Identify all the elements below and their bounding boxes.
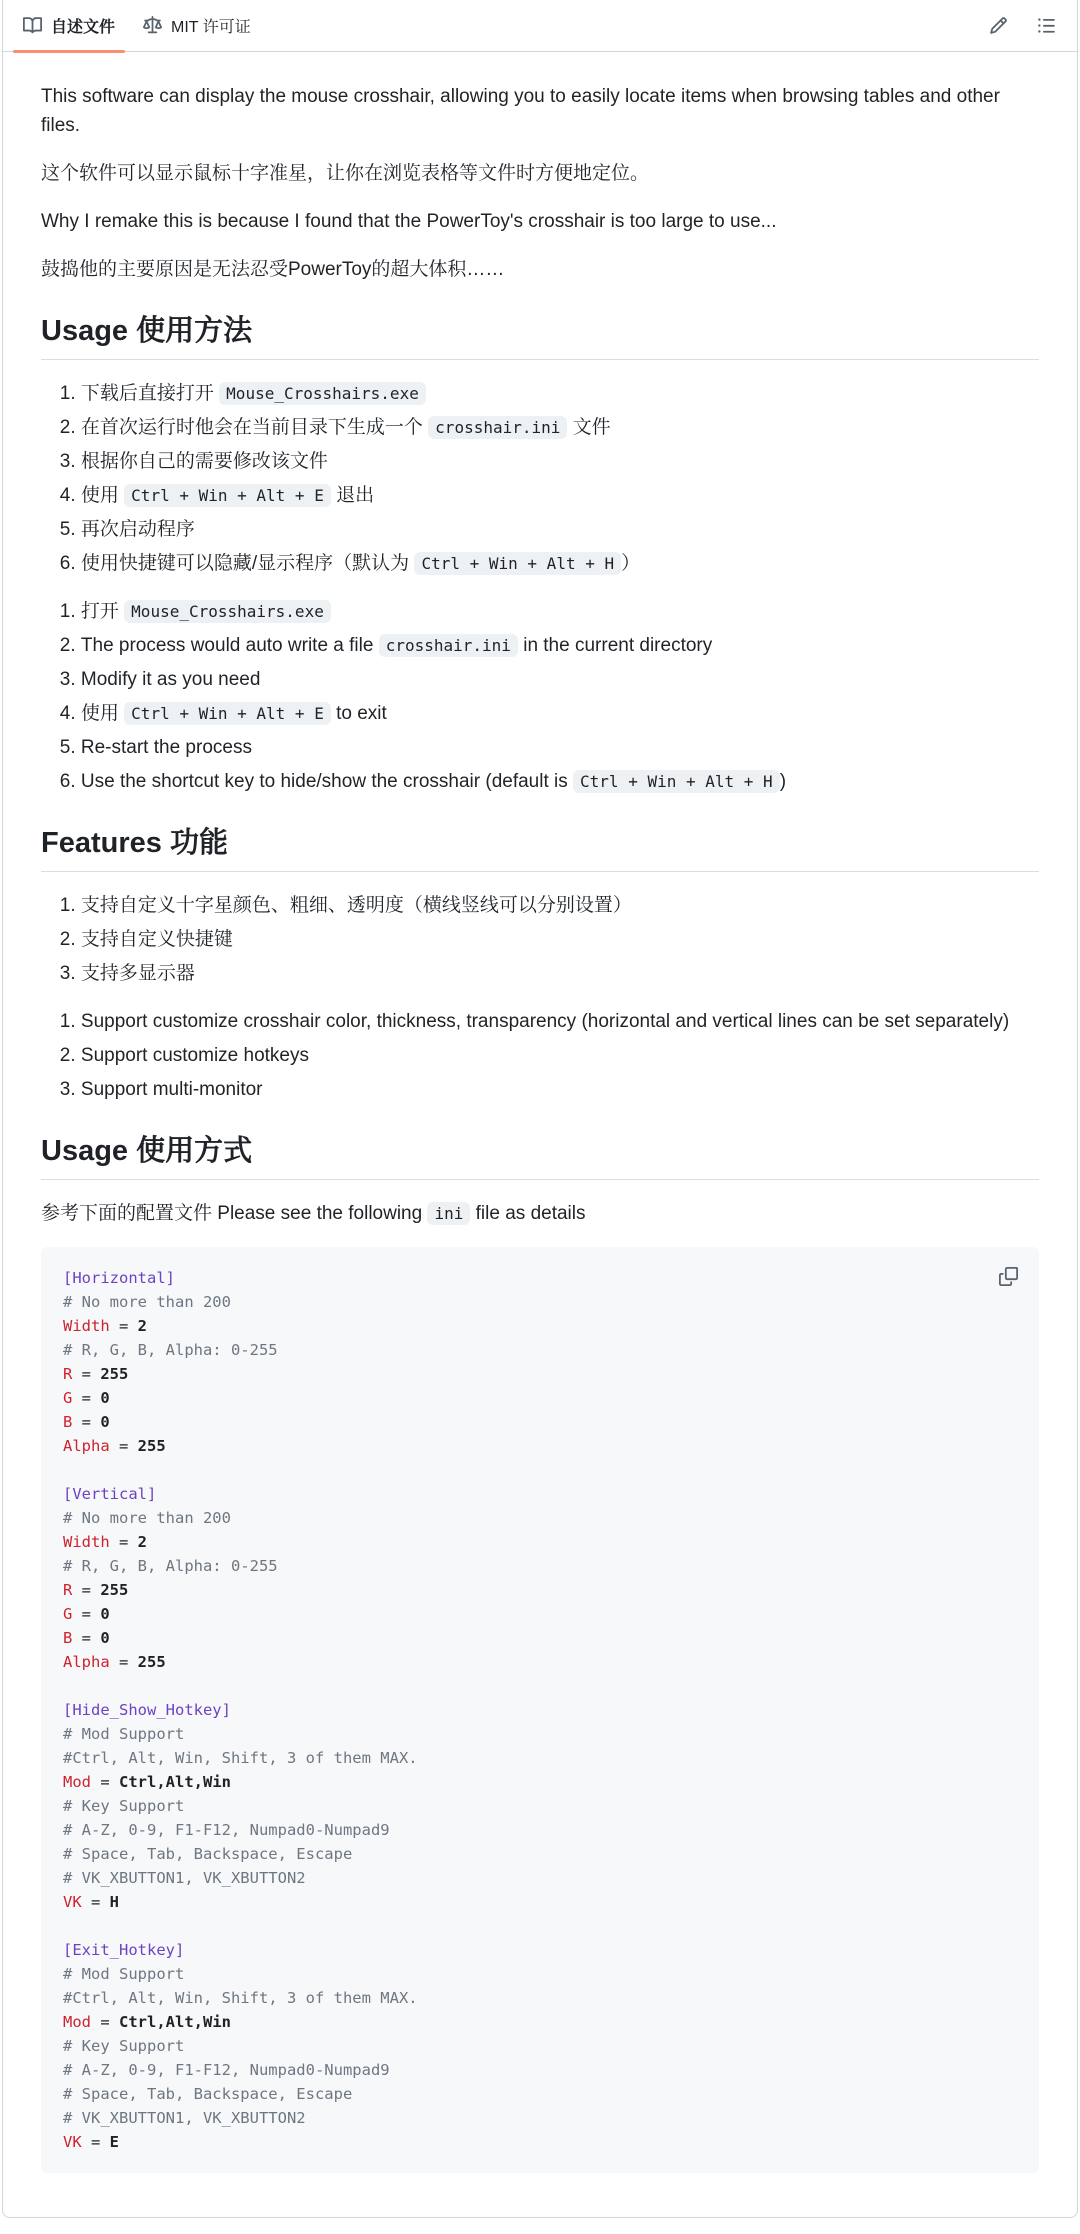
paragraph: 参考下面的配置文件 Please see the following ini file as details [41, 1203, 586, 1224]
ini-comment: # Space, Tab, Backspace, Escape [63, 1845, 353, 1863]
section-heading: Usage 使用方法 [41, 313, 1039, 360]
ini-comment: #Ctrl, Alt, Win, Shift, 3 of them MAX. [63, 1749, 418, 1767]
code-line: VK = E [63, 2133, 120, 2151]
tab-license[interactable] [129, 0, 265, 51]
list-item: 2. The process would auto write a file crosshair.ini in the current directory [81, 631, 1039, 660]
list-item: 2. Support customize hotkeys [81, 1041, 1039, 1070]
ini-value: 255 [100, 1581, 129, 1599]
ini-key: B [63, 1413, 73, 1431]
code-line: R = 255 [63, 1365, 129, 1383]
ini-key: VK [63, 1893, 82, 1911]
inline-code: Mouse_Crosshairs.exe [124, 600, 331, 623]
code-line: Mod = Ctrl,Alt,Win [63, 2013, 231, 2031]
paragraph: Why I remake this is because I found that the PowerToy's crosshair is too large to use... [41, 211, 777, 232]
outline-button[interactable] [1029, 9, 1063, 43]
inline-code: ini [427, 1202, 470, 1225]
list-item: 1. 打开 Mouse_Crosshairs.exe [81, 597, 1039, 626]
ini-section: [Horizontal] [63, 1269, 175, 1287]
inline-code: Ctrl + Win + Alt + H [573, 770, 780, 793]
book-icon [23, 16, 42, 35]
list-item: 4. 使用 Ctrl + Win + Alt + E 退出 [81, 481, 1039, 510]
ini-key: G [63, 1389, 73, 1407]
code-line [63, 1482, 1017, 1506]
ini-value: 0 [100, 1605, 110, 1623]
inline-code: Mouse_Crosshairs.exe [219, 382, 426, 405]
list-item: 1. 下载后直接打开 Mouse_Crosshairs.exe [81, 379, 1039, 408]
code-line: R = 255 [63, 1581, 129, 1599]
list-item: 5. 再次启动程序 [81, 515, 1039, 544]
ini-value: 2 [137, 1317, 148, 1335]
list-item: 4. 使用 Ctrl + Win + Alt + E to exit [81, 699, 1039, 728]
law-icon-wrap [143, 16, 162, 35]
code-line [63, 1914, 1017, 1938]
law-icon [143, 16, 162, 35]
code-line [63, 1962, 1017, 1986]
code-line [63, 1674, 1017, 1698]
ini-section: [Vertical] [63, 1485, 157, 1503]
ini-key: R [63, 1581, 73, 1599]
inline-code: crosshair.ini [379, 634, 518, 657]
ini-value: 255 [100, 1365, 129, 1383]
list-item: 3. 支持多显示器 [81, 959, 1039, 988]
ini-comment: # R, G, B, Alpha: 0-255 [63, 1341, 278, 1359]
ini-comment: # A-Z, 0-9, F1-F12, Numpad0-Numpad9 [63, 1821, 390, 1839]
ini-key: Alpha [63, 1653, 110, 1671]
code-line: G = 0 [63, 1389, 110, 1407]
list-item: 3. Support multi-monitor [81, 1075, 1039, 1104]
ini-value: 0 [100, 1629, 110, 1647]
ini-comment: # R, G, B, Alpha: 0-255 [63, 1557, 278, 1575]
ini-key: Mod [63, 1773, 91, 1791]
code-line [63, 1722, 1017, 1746]
code-line [63, 1746, 1017, 1770]
list-item: 5. Re-start the process [81, 733, 1039, 762]
ini-section: [Exit_Hotkey] [63, 1941, 185, 1959]
section-heading: Features 功能 [41, 825, 1039, 872]
readme-tabs [9, 0, 265, 51]
list-unordered-icon [1037, 16, 1056, 35]
code-line [63, 1458, 1017, 1482]
list-item: 1. 支持自定义十字星颜色、粗细、透明度（横线竖线可以分别设置） [81, 891, 1039, 920]
copy-icon [999, 1267, 1018, 1286]
ini-comment: # Space, Tab, Backspace, Escape [63, 2085, 353, 2103]
ini-key: VK [63, 2133, 82, 2151]
list-item: 2. 在首次运行时他会在当前目录下生成一个 crosshair.ini 文件 [81, 413, 1039, 442]
pencil-icon [989, 16, 1008, 35]
code-content [63, 1266, 1017, 2154]
ini-comment: # Key Support [63, 1797, 185, 1815]
ini-key: G [63, 1605, 73, 1623]
code-line: Alpha = 255 [63, 1653, 166, 1671]
ini-value: 0 [100, 1413, 110, 1431]
paragraph: 这个软件可以显示鼠标十字准星，让你在浏览表格等文件时方便地定位。 [41, 163, 650, 184]
code-line [63, 1290, 1017, 1314]
code-block [41, 1247, 1039, 2173]
section-heading: Usage 使用方式 [41, 1133, 1039, 1180]
ini-key: Mod [63, 2013, 91, 2031]
list-item: 2. 支持自定义快捷键 [81, 925, 1039, 954]
paragraph: 鼓捣他的主要原因是无法忍受PowerToy的超大体积…… [41, 259, 505, 280]
code-line [63, 1338, 1017, 1362]
ini-key: Width [63, 1317, 110, 1335]
ini-comment: #Ctrl, Alt, Win, Shift, 3 of them MAX. [63, 1989, 418, 2007]
code-line [63, 1866, 1017, 1890]
ini-key: Alpha [63, 1437, 110, 1455]
ini-comment: # Mod Support [63, 1965, 185, 1983]
code-line [63, 1986, 1017, 2010]
ordered-list [41, 597, 1039, 796]
ordered-list [41, 379, 1039, 578]
book-icon-wrap [23, 16, 42, 35]
ini-key: B [63, 1629, 73, 1647]
code-line: Width = 2 [63, 1317, 148, 1335]
code-line: G = 0 [63, 1605, 110, 1623]
code-line [63, 1842, 1017, 1866]
inline-code: Ctrl + Win + Alt + E [124, 702, 331, 725]
ini-comment: # A-Z, 0-9, F1-F12, Numpad0-Numpad9 [63, 2061, 390, 2079]
code-line: B = 0 [63, 1413, 110, 1431]
list-item: 1. Support customize crosshair color, thickness, transparency (horizontal and vertical lines can be set separately) [81, 1007, 1039, 1036]
readme-card [2, 0, 1078, 2218]
code-line [63, 1794, 1017, 1818]
tab-label-readme: 自述文件 [51, 19, 116, 36]
list-item: 3. 根据你自己的需要修改该文件 [81, 447, 1039, 476]
inline-code: crosshair.ini [428, 416, 567, 439]
code-line [63, 1818, 1017, 1842]
readme-body [3, 52, 1077, 2207]
tab-readme[interactable] [9, 0, 129, 51]
list-item: 3. Modify it as you need [81, 665, 1039, 694]
inline-code: Ctrl + Win + Alt + E [124, 484, 331, 507]
ini-comment: # No more than 200 [63, 1293, 231, 1311]
code-line [63, 1554, 1017, 1578]
ini-comment: # VK_XBUTTON1, VK_XBUTTON2 [63, 2109, 306, 2127]
ini-value: 0 [100, 1389, 110, 1407]
code-line: Width = 2 [63, 1533, 148, 1551]
list-item: 6. 使用快捷键可以隐藏/显示程序（默认为 Ctrl + Win + Alt + H ） [81, 549, 1039, 578]
inline-code: Ctrl + Win + Alt + H [414, 552, 621, 575]
tab-label-license: MIT 许可证 [171, 19, 251, 36]
copy-button[interactable] [991, 1259, 1025, 1293]
ini-value: Ctrl,Alt,Win [119, 1773, 231, 1791]
ini-comment: # Key Support [63, 2037, 185, 2055]
header-actions [981, 9, 1063, 43]
paragraph: This software can display the mouse crosshair, allowing you to easily locate items when browsing tables and other files. [41, 86, 1000, 136]
code-line: Mod = Ctrl,Alt,Win [63, 1773, 231, 1791]
ini-value: 2 [137, 1533, 148, 1551]
code-line: Alpha = 255 [63, 1437, 166, 1455]
list-item: 6. Use the shortcut key to hide/show the crosshair (default is Ctrl + Win + Alt + H ) [81, 767, 1039, 796]
code-line [63, 2082, 1017, 2106]
code-line [63, 2106, 1017, 2130]
ini-value: H [109, 1893, 120, 1911]
code-line [63, 1938, 1017, 1962]
code-line: VK = H [63, 1893, 120, 1911]
ini-comment: # Mod Support [63, 1725, 185, 1743]
ini-value: 255 [137, 1653, 166, 1671]
ini-comment: # No more than 200 [63, 1509, 231, 1527]
code-line [63, 2058, 1017, 2082]
readme-header [3, 0, 1077, 52]
ini-value: Ctrl,Alt,Win [119, 2013, 231, 2031]
code-line [63, 1506, 1017, 1530]
code-line [63, 2034, 1017, 2058]
ini-value: 255 [137, 1437, 166, 1455]
ini-value: E [109, 2133, 120, 2151]
code-line [63, 1266, 1017, 1290]
ini-section: [Hide_Show_Hotkey] [63, 1701, 231, 1719]
ini-key: R [63, 1365, 73, 1383]
code-line: B = 0 [63, 1629, 110, 1647]
ini-key: Width [63, 1533, 110, 1551]
code-line [63, 1698, 1017, 1722]
ordered-list [41, 1007, 1039, 1104]
ini-comment: # VK_XBUTTON1, VK_XBUTTON2 [63, 1869, 306, 1887]
edit-button[interactable] [981, 9, 1015, 43]
ordered-list [41, 891, 1039, 988]
